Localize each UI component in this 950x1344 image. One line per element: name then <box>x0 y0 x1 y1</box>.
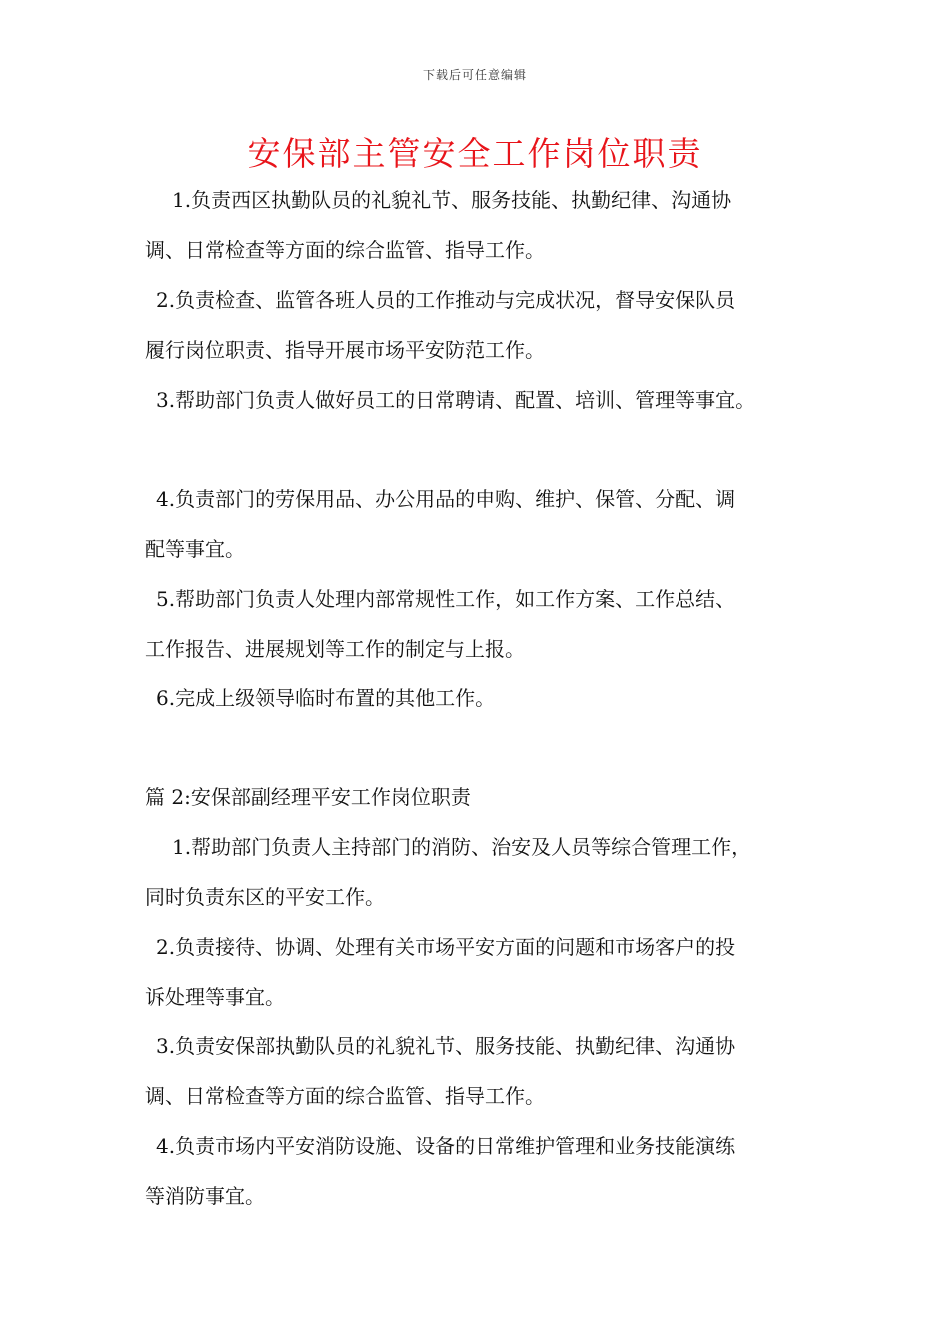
s2-item-1-line-2: 同时负责东区的平安工作。 <box>145 885 385 909</box>
header-note: 下载后可任意编辑 <box>422 68 527 82</box>
s1-item-2-line-1: 2.负责检查、监管各班人员的工作推动与完成状况，督导安保队员 <box>156 288 736 312</box>
s1-item-4-line-2: 配等事宜。 <box>145 537 245 561</box>
s2-item-3-line-1: 3.负责安保部执勤队员的礼貌礼节、服务技能、执勤纪律、沟通协 <box>156 1034 736 1058</box>
s2-item-1-line-1: 1.帮助部门负责人主持部门的消防、治安及人员等综合管理工作， <box>172 835 752 859</box>
s1-item-4-line-1: 4.负责部门的劳保用品、办公用品的申购、维护、保管、分配、调 <box>156 487 736 511</box>
s1-item-3-line-1: 3.帮助部门负责人做好员工的日常聘请、配置、培训、管理等事宜。 <box>156 388 756 412</box>
s1-item-1-line-2: 调、日常检查等方面的综合监管、指导工作。 <box>145 238 545 262</box>
s1-item-1-line-1: 1.负责西区执勤队员的礼貌礼节、服务技能、执勤纪律、沟通协 <box>172 188 732 212</box>
document-title: 安保部主管安全工作岗位职责 <box>247 134 703 173</box>
section-2-heading: 篇 2:安保部副经理平安工作岗位职责 <box>145 785 471 809</box>
s1-item-5-line-1: 5.帮助部门负责人处理内部常规性工作，如工作方案、工作总结、 <box>156 587 736 611</box>
s2-item-3-line-2: 调、日常检查等方面的综合监管、指导工作。 <box>145 1084 545 1108</box>
s1-item-2-line-2: 履行岗位职责、指导开展市场平安防范工作。 <box>145 338 545 362</box>
s2-item-2-line-1: 2.负责接待、协调、处理有关市场平安方面的问题和市场客户的投 <box>156 935 736 959</box>
s2-item-2-line-2: 诉处理等事宜。 <box>145 985 285 1009</box>
s1-item-5-line-2: 工作报告、进展规划等工作的制定与上报。 <box>145 637 525 661</box>
s1-item-6-line-1: 6.完成上级领导临时布置的其他工作。 <box>156 686 496 710</box>
s2-item-4-line-2: 等消防事宜。 <box>145 1184 265 1208</box>
s2-item-4-line-1: 4.负责市场内平安消防设施、设备的日常维护管理和业务技能演练 <box>156 1134 736 1158</box>
